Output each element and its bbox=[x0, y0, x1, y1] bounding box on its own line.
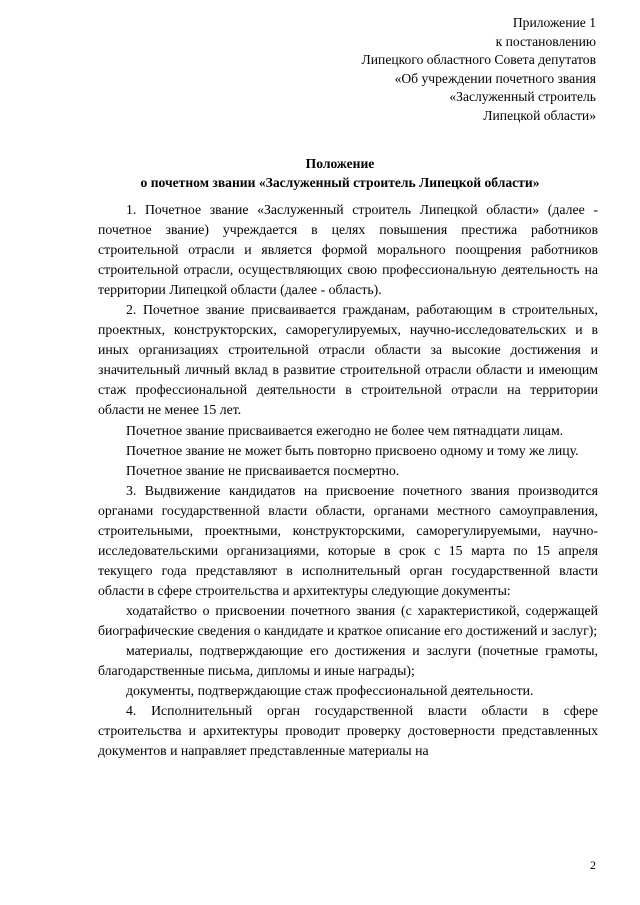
header-line: к постановлению bbox=[495, 33, 596, 49]
paragraph: Почетное звание не присваивается посмертно. bbox=[126, 462, 400, 478]
paragraph: Почетное звание присваивается ежегодно не более чем пятнадцати лицам. bbox=[126, 422, 564, 438]
header-line: «Заслуженный строитель bbox=[449, 89, 596, 104]
header-line: Липецкого областного Совета депутатов bbox=[361, 52, 596, 67]
header-line: «Об учреждении почетного звания bbox=[394, 70, 596, 86]
paragraph: материалы, подтверждающие его достижения и заслуги (почетные грамоты, благодарственные письма, дипломы и иные награды); bbox=[98, 643, 598, 679]
paragraph: ходатайство о присвоении почетного звания (с характеристикой, содержащей биографические сведения о кандидате и краткое описание его достижений и заслуг); bbox=[98, 602, 598, 638]
header-line: Липецкой области» bbox=[483, 107, 596, 123]
paragraph: Почетное звание не может быть повторно присвоено одному и тому же лицу. bbox=[126, 442, 579, 458]
appendix-header bbox=[362, 14, 596, 125]
paragraph: документы, подтверждающие стаж профессиональной деятельности. bbox=[126, 683, 534, 699]
paragraph: 1. Почетное звание «Заслуженный строитель Липецкой области» (далее - почетное звание) учреждается в целях повышения престижа работников строительной отрасли и является формой морального поощрения работников строительной отрасли, осуществляющих свою профессиональную деятельность на территории Липецкой области (далее - область). bbox=[98, 202, 598, 298]
page-number: 2 bbox=[590, 858, 596, 872]
title-line-2: о почетном звании «Заслуженный строитель Липецкой области» bbox=[140, 174, 540, 190]
paragraph: 3. Выдвижение кандидатов на присвоение почетного звания производится органами государственной власти области, органами местного самоуправления, строительными, проектными, конструкторскими, саморегулируемыми, научно-исследовательскими организациями, которые в срок с 15 марта по 15 апреля текущего года представляют в исполнительный орган государственной власти области в сфере строительства и архитектуры следующие документы: bbox=[98, 482, 598, 598]
header-line: Приложение 1 bbox=[512, 15, 596, 30]
document-title bbox=[80, 155, 600, 192]
title-line-1: Положение bbox=[305, 156, 375, 171]
paragraph: 2. Почетное звание присваивается гражданам, работающим в строительных, проектных, конструкторских, саморегулируемых, научно-исследовательских и в иных организациях строительной отрасли области за высокие достижения и значительный личный вклад в развитие строительной отрасли области и имеющим стаж профессиональной деятельности в строительной отрасли на территории области не менее 15 лет. bbox=[98, 302, 598, 418]
document-body bbox=[98, 200, 598, 761]
paragraph: 4. Исполнительный орган государственной власти области в сфере строительства и архитектуры проводит проверку достоверности представленных документов и направляет представленные материалы на bbox=[98, 703, 598, 759]
